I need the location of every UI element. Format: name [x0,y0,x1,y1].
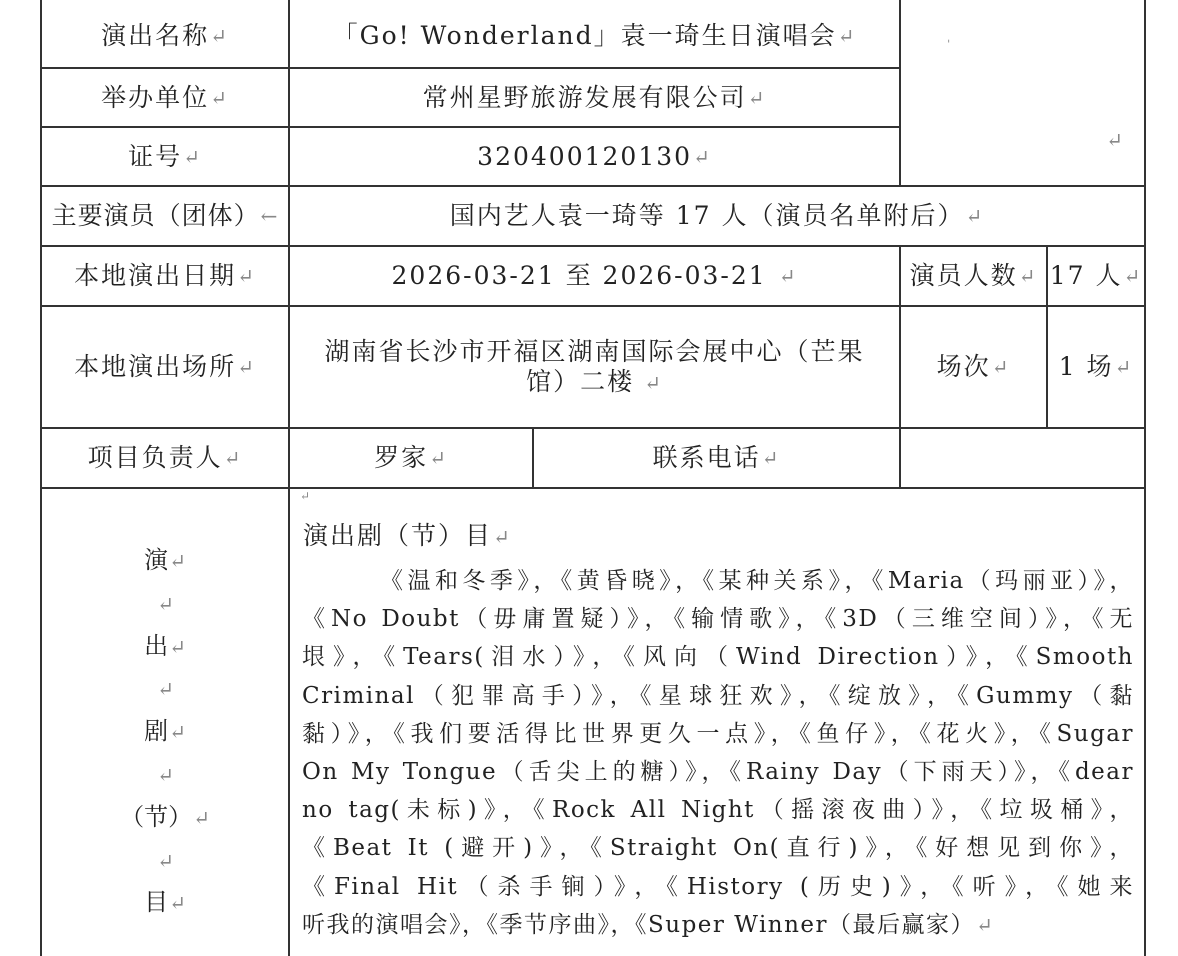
row-line [40,487,1146,489]
stray-dot: ˈ [947,38,951,52]
program-title: 演出剧（节）目↵ [303,521,512,550]
program-line: no tag(未标)》，《Rock All Night（摇滚夜曲）》，《垃圾桶》， [302,797,1134,824]
program-line: 《No Doubt（毋庸置疑）》，《输情歌》，《3D（三维空间）》，《无 [302,606,1134,633]
organizer-value: 常州星野旅游发展有限公司 ↵ [422,82,767,112]
return-mark: ↵ [1106,128,1125,152]
main-performers-label: 主要演员（团体） ← [51,201,279,230]
side-char: 出↵ [144,631,186,660]
sessions-label: 场次 ↵ [936,352,1011,381]
program-list [302,562,1134,944]
side-char: 演↵ [144,546,186,574]
performer-count-label: 演员人数 ↵ [909,261,1038,290]
program-line: 《Beat It (避开)》，《Straight On(直行)》，《好想见到你》， [302,835,1134,862]
col-line [1144,0,1146,956]
local-date-value: 2026-03-21 至 2026-03-21 ↵ [391,261,798,290]
program-line: 《温和冬季》，《黄昏晓》，《某种关系》，《Maria（玛丽亚）》， [380,568,1134,594]
main-performers-value: 国内艺人袁一琦等 17 人（演员名单附后） ↵ [449,201,985,230]
organizer-label: 举办单位 ↵ [101,82,229,112]
performance-name-label: 演出名称 ↵ [101,21,229,50]
sessions-value: 1 场 ↵ [1058,352,1134,381]
venue-line-2: 馆）二楼 ↵ [526,367,663,396]
program-line: On My Tongue（舌尖上的糖）》，《Rainy Day（下雨天）》，《dear [302,759,1134,786]
program-line: 黏）》，《我们要活得比世界更久一点》，《鱼仔》，《花火》，《Sugar [302,720,1134,747]
local-venue-label: 本地演出场所 ↵ [74,352,256,381]
side-char: ↵ [157,591,174,616]
side-char: ↵ [157,677,174,702]
program-line: 听我的演唱会》，《季节序曲》，《Super Winner（最后赢家）↵ [302,911,995,938]
side-char: （节）↵ [120,802,210,831]
program-line: 垠》，《Tears(泪水）》，《风向（Wind Direction）》，《Smooth [302,644,1134,671]
program-side-label [42,540,288,925]
phone-label: 联系电话 ↵ [652,443,781,472]
local-date-label: 本地演出日期 ↵ [74,261,256,290]
side-char: ↵ [157,762,174,787]
license-value: 320400120130 ↵ [477,141,712,171]
side-char: 目↵ [144,888,186,917]
performance-name-value: 「Go! Wonderland」袁一琦生日演唱会 ↵ [332,21,857,50]
venue-line-1: 湖南省长沙市开福区湖南国际会展中心（芒果 [324,337,865,366]
stray-mark: ↵ [300,489,311,503]
program-line: Criminal（犯罪高手）》，《星球狂欢》，《绽放》，《Gummy（黏 [302,682,1134,709]
side-char: ↵ [157,848,174,873]
project-lead-value: 罗家 ↵ [374,443,448,472]
side-char: 剧↵ [144,717,186,746]
project-lead-label: 项目负责人 ↵ [87,443,243,472]
col-line [899,0,901,187]
phone-value [901,429,1144,487]
local-venue-value [290,307,899,427]
license-label: 证号 ↵ [128,141,202,171]
program-line: 《Final Hit（杀手锏）》，《History (历史)》，《听》，《她来 [302,873,1134,900]
performer-count-value: 17 人 ↵ [1049,261,1143,290]
